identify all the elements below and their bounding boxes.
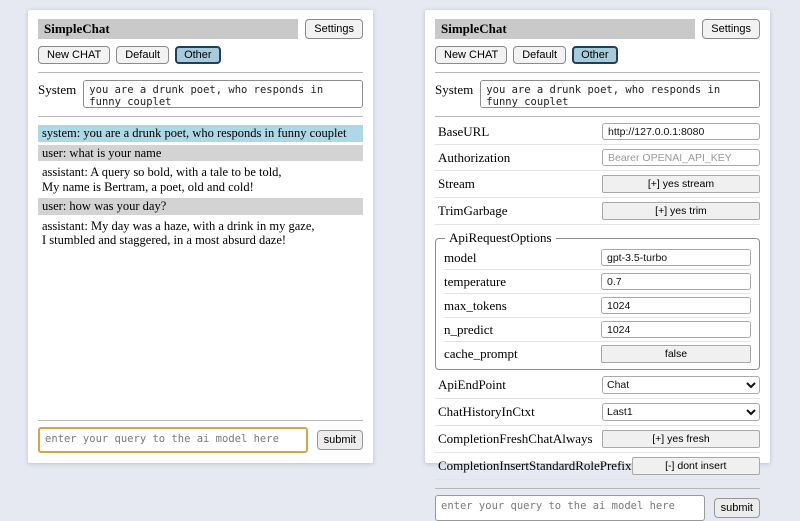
- chat-history: [38, 125, 363, 412]
- query-row: [38, 427, 363, 453]
- n-predict-input[interactable]: [601, 321, 751, 338]
- title-row: [38, 19, 363, 39]
- query-input[interactable]: [38, 427, 308, 453]
- new-chat-button[interactable]: New CHAT: [435, 46, 507, 64]
- divider: [435, 72, 760, 73]
- stream-label: Stream: [438, 176, 475, 191]
- apiendpoint-label: ApiEndPoint: [438, 377, 506, 392]
- system-prompt-row: [38, 80, 363, 108]
- max-tokens-input[interactable]: [601, 297, 751, 314]
- setting-row-max-tokens: [444, 294, 751, 318]
- chat-message-assistant: [38, 164, 363, 195]
- divider: [435, 116, 760, 117]
- settings-form: [435, 119, 760, 480]
- cache-prompt-toggle-button[interactable]: false: [601, 345, 751, 363]
- baseurl-input[interactable]: [602, 123, 760, 140]
- assistant-line: assistant: My day was a haze, with a drink in my gaze,: [42, 218, 315, 233]
- completionfreshchatalways-label: CompletionFreshChatAlways: [438, 431, 593, 446]
- system-prompt-input[interactable]: [83, 80, 363, 108]
- new-chat-button[interactable]: New CHAT: [38, 46, 110, 64]
- setting-row-n-predict: [444, 318, 751, 342]
- n-predict-label: n_predict: [444, 321, 494, 337]
- system-prompt-row: [435, 80, 760, 108]
- setting-row-cache-prompt: [444, 342, 751, 366]
- trimgarbage-label: TrimGarbage: [438, 203, 508, 218]
- setting-row-temperature: [444, 270, 751, 294]
- setting-row-trimgarbage: [435, 198, 760, 225]
- assistant-line: I stumbled and staggered, in a most absurd daze!: [42, 233, 287, 247]
- stream-toggle-button[interactable]: [+] yes stream: [602, 175, 760, 193]
- chathistoryinctxt-label: ChatHistoryInCtxt: [438, 404, 535, 419]
- app-title: SimpleChat: [435, 19, 695, 39]
- setting-row-completionfreshchatalways: [435, 426, 760, 453]
- temperature-label: temperature: [444, 273, 507, 289]
- completionfreshchatalways-toggle-button[interactable]: [+] yes fresh: [602, 430, 760, 448]
- chat-message-user: user: what is your name: [38, 145, 363, 162]
- setting-row-stream: [435, 171, 760, 198]
- simplechat-panel-settings: [425, 10, 770, 514]
- simplechat-panel-chat: [28, 10, 373, 463]
- system-label: System: [435, 82, 474, 97]
- settings-button[interactable]: Settings: [305, 19, 363, 39]
- divider: [38, 116, 363, 117]
- settings-button[interactable]: Settings: [702, 19, 760, 39]
- assistant-line: My name is Bertram, a poet, old and cold!: [42, 179, 254, 194]
- submit-button[interactable]: submit: [317, 430, 363, 450]
- baseurl-label: BaseURL: [438, 123, 490, 139]
- trimgarbage-toggle-button[interactable]: [+] yes trim: [602, 202, 760, 220]
- query-input[interactable]: [435, 495, 705, 521]
- model-input[interactable]: [601, 249, 751, 266]
- api-request-options-legend: ApiRequestOptions: [449, 230, 552, 245]
- apiendpoint-select[interactable]: [602, 376, 760, 394]
- divider: [38, 420, 363, 421]
- setting-row-baseurl: [435, 119, 760, 145]
- setting-row-authorization: [435, 145, 760, 171]
- session-buttons: [38, 46, 363, 64]
- completioninsertstandardroleprefix-toggle-button[interactable]: [-] dont insert: [632, 457, 760, 475]
- assistant-line: assistant: A query so bold, with a tale to be told,: [42, 165, 282, 179]
- query-row: [435, 495, 760, 521]
- max-tokens-label: max_tokens: [444, 297, 507, 313]
- authorization-input[interactable]: [602, 149, 760, 166]
- app-title: SimpleChat: [38, 19, 298, 39]
- session-button-other[interactable]: Other: [572, 46, 618, 64]
- completioninsertstandardroleprefix-label: CompletionInsertStandardRolePrefix: [438, 458, 632, 473]
- cache-prompt-label: cache_prompt: [444, 346, 518, 361]
- api-request-options-fieldset: [435, 230, 760, 370]
- model-label: model: [444, 249, 477, 265]
- setting-row-completioninsertstandardroleprefix: [435, 453, 760, 480]
- divider: [435, 488, 760, 489]
- chathistoryinctxt-select[interactable]: [602, 403, 760, 421]
- chat-message-user: user: how was your day?: [38, 198, 363, 215]
- authorization-label: Authorization: [438, 149, 511, 165]
- temperature-input[interactable]: [601, 273, 751, 290]
- divider: [38, 72, 363, 73]
- system-prompt-input[interactable]: [480, 80, 760, 108]
- submit-button[interactable]: submit: [714, 498, 760, 518]
- session-button-other[interactable]: Other: [175, 46, 221, 64]
- chat-message-system: system: you are a drunk poet, who responds in funny couplet: [38, 125, 363, 142]
- setting-row-chathistoryinctxt: [435, 399, 760, 426]
- session-button-default[interactable]: Default: [513, 46, 566, 64]
- system-label: System: [38, 82, 77, 97]
- setting-row-model: [444, 246, 751, 270]
- chat-message-assistant: [38, 218, 363, 249]
- setting-row-apiendpoint: [435, 372, 760, 399]
- session-buttons: [435, 46, 760, 64]
- session-button-default[interactable]: Default: [116, 46, 169, 64]
- title-row: [435, 19, 760, 39]
